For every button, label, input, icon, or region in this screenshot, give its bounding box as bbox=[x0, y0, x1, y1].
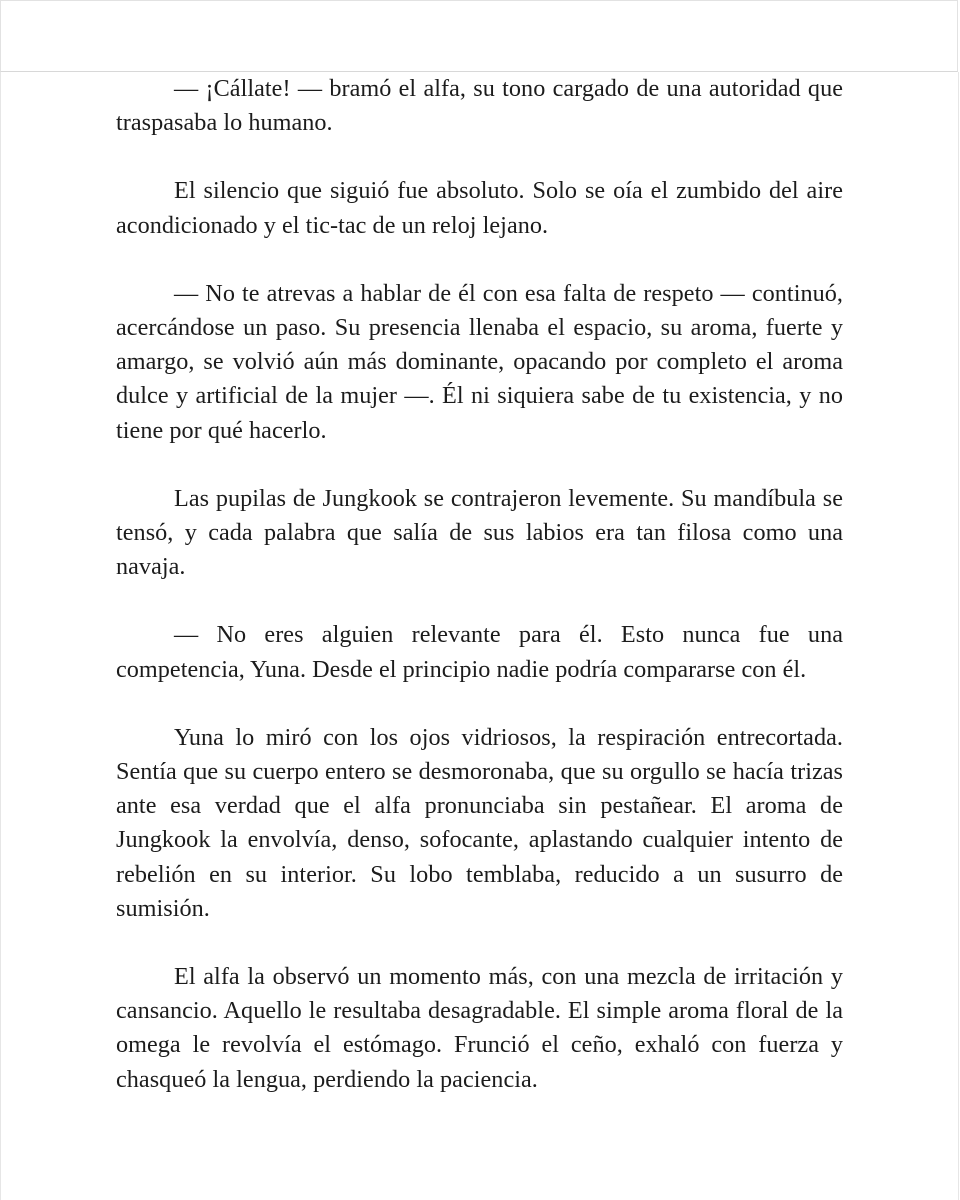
paragraph: El alfa la observó un momento más, con una mezcla de irritación y cansancio. Aquello le resultaba desagradable. El simple aroma floral de la omega le revolvía el estómago. Frunció el ceño, exhaló con fuerza y chasqueó la lengua, perdiendo la paciencia. bbox=[116, 963, 843, 1093]
paragraph: — No eres alguien relevante para él. Esto nunca fue una competencia, Yuna. Desde el principio nadie podría compararse con él. bbox=[116, 621, 843, 683]
paragraph: Las pupilas de Jungkook se contrajeron levemente. Su mandíbula se tensó, y cada palabra que salía de sus labios era tan filosa como una navaja. bbox=[116, 484, 843, 581]
document-body bbox=[116, 72, 843, 1131]
paragraph: El silencio que siguió fue absoluto. Solo se oía el zumbido del aire acondicionado y el tic-tac de un reloj lejano. bbox=[116, 177, 843, 239]
page-right-edge bbox=[958, 72, 959, 1200]
page-left-edge bbox=[0, 72, 1, 1200]
paragraph: — No te atrevas a hablar de él con esa falta de respeto — continuó, acercándose un paso. Su presencia llenaba el espacio, su aroma, fuerte y amargo, se volvió aún más dominante, opacando por completo el aroma dulce y artificial de la mujer —. Él ni siquiera sabe de tu existencia, y no tiene por qué hacerlo. bbox=[116, 279, 843, 444]
paragraph: Yuna lo miró con los ojos vidriosos, la respiración entrecortada. Sentía que su cuerpo entero se desmoronaba, que su orgullo se hacía trizas ante esa verdad que el alfa pronunciaba sin pestañear. El aroma de Jungkook la envolvía, denso, sofocante, aplastando cualquier intento de rebelión en su interior. Su lobo temblaba, reducido a un susurro de sumisión. bbox=[116, 723, 843, 922]
top-header-bar bbox=[0, 0, 958, 72]
paragraph: — ¡Cállate! — bramó el alfa, su tono cargado de una autoridad que traspasaba lo humano. bbox=[116, 75, 843, 137]
